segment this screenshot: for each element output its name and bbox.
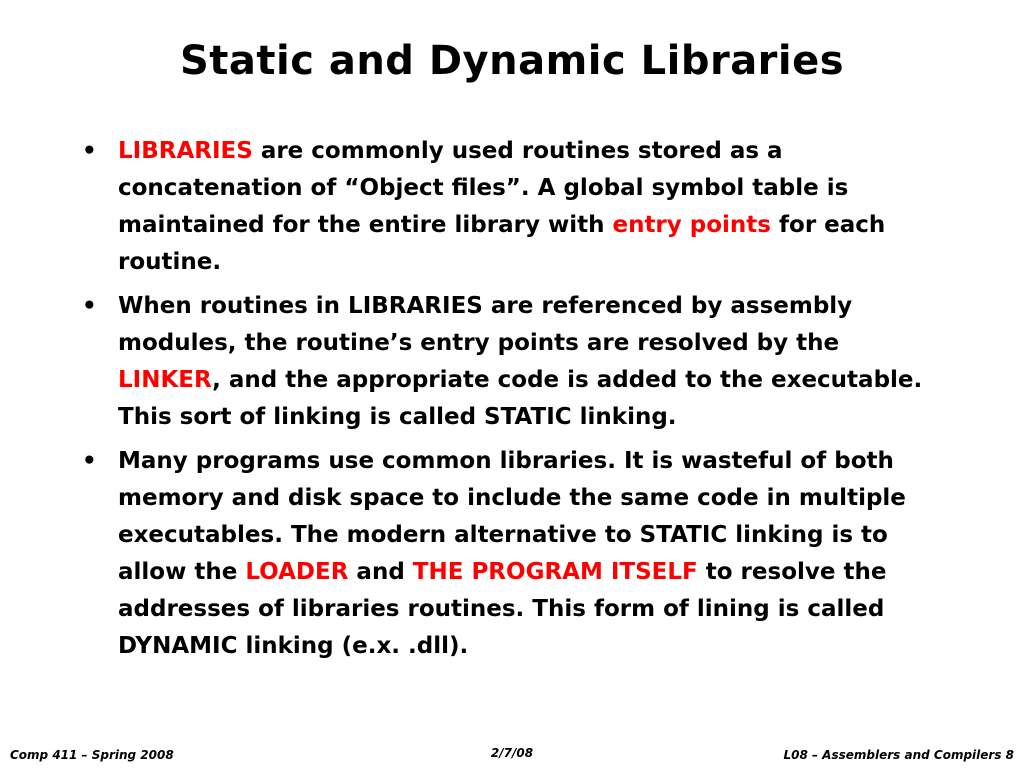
bullet-item [80, 133, 940, 281]
bullet-dot: • [82, 448, 97, 474]
footer-date: 2/7/08 [490, 746, 534, 760]
text-segment: , and the appropriate code is added to the executable. This sort of linking is called STATIC linking. [118, 367, 923, 430]
bullet-dot: • [82, 293, 97, 319]
bullet-item [80, 288, 940, 436]
footer-lecture-page: L08 – Assemblers and Compilers 8 [783, 748, 1014, 762]
bullet-list [80, 133, 940, 672]
text-segment: When routines in LIBRARIES are referenced by assembly modules, the routine’s entry points are resolved by the [118, 293, 853, 356]
highlighted-term: entry points [612, 212, 771, 238]
text-segment: Many programs use common libraries. It is wasteful of both memory and disk space to include the same code in multiple executables. The modern alternative to STATIC linking is to allow the [118, 448, 906, 585]
footer-course: Comp 411 – Spring 2008 [10, 748, 174, 762]
slide-title: Static and Dynamic Libraries [179, 38, 845, 84]
text-segment: are commonly used routines stored as a concatenation of “Object files”. A global symbol table is maintained for the entire library with [118, 138, 849, 238]
bullet-text [118, 448, 906, 659]
text-segment: for each routine. [118, 212, 886, 275]
text-segment: to resolve the addresses of libraries routines. This form of lining is called DYNAMIC linking (e.x. .dll). [118, 559, 887, 659]
bullet-text [118, 138, 885, 275]
highlighted-term: LIBRARIES [118, 138, 253, 164]
highlighted-term: LINKER [118, 367, 213, 393]
bullet-dot: • [82, 138, 97, 164]
bullet-text [118, 293, 922, 430]
text-segment: and [348, 559, 413, 585]
bullet-item [80, 443, 940, 665]
highlighted-term: LOADER [245, 559, 349, 585]
highlighted-term: THE PROGRAM ITSELF [412, 559, 698, 585]
